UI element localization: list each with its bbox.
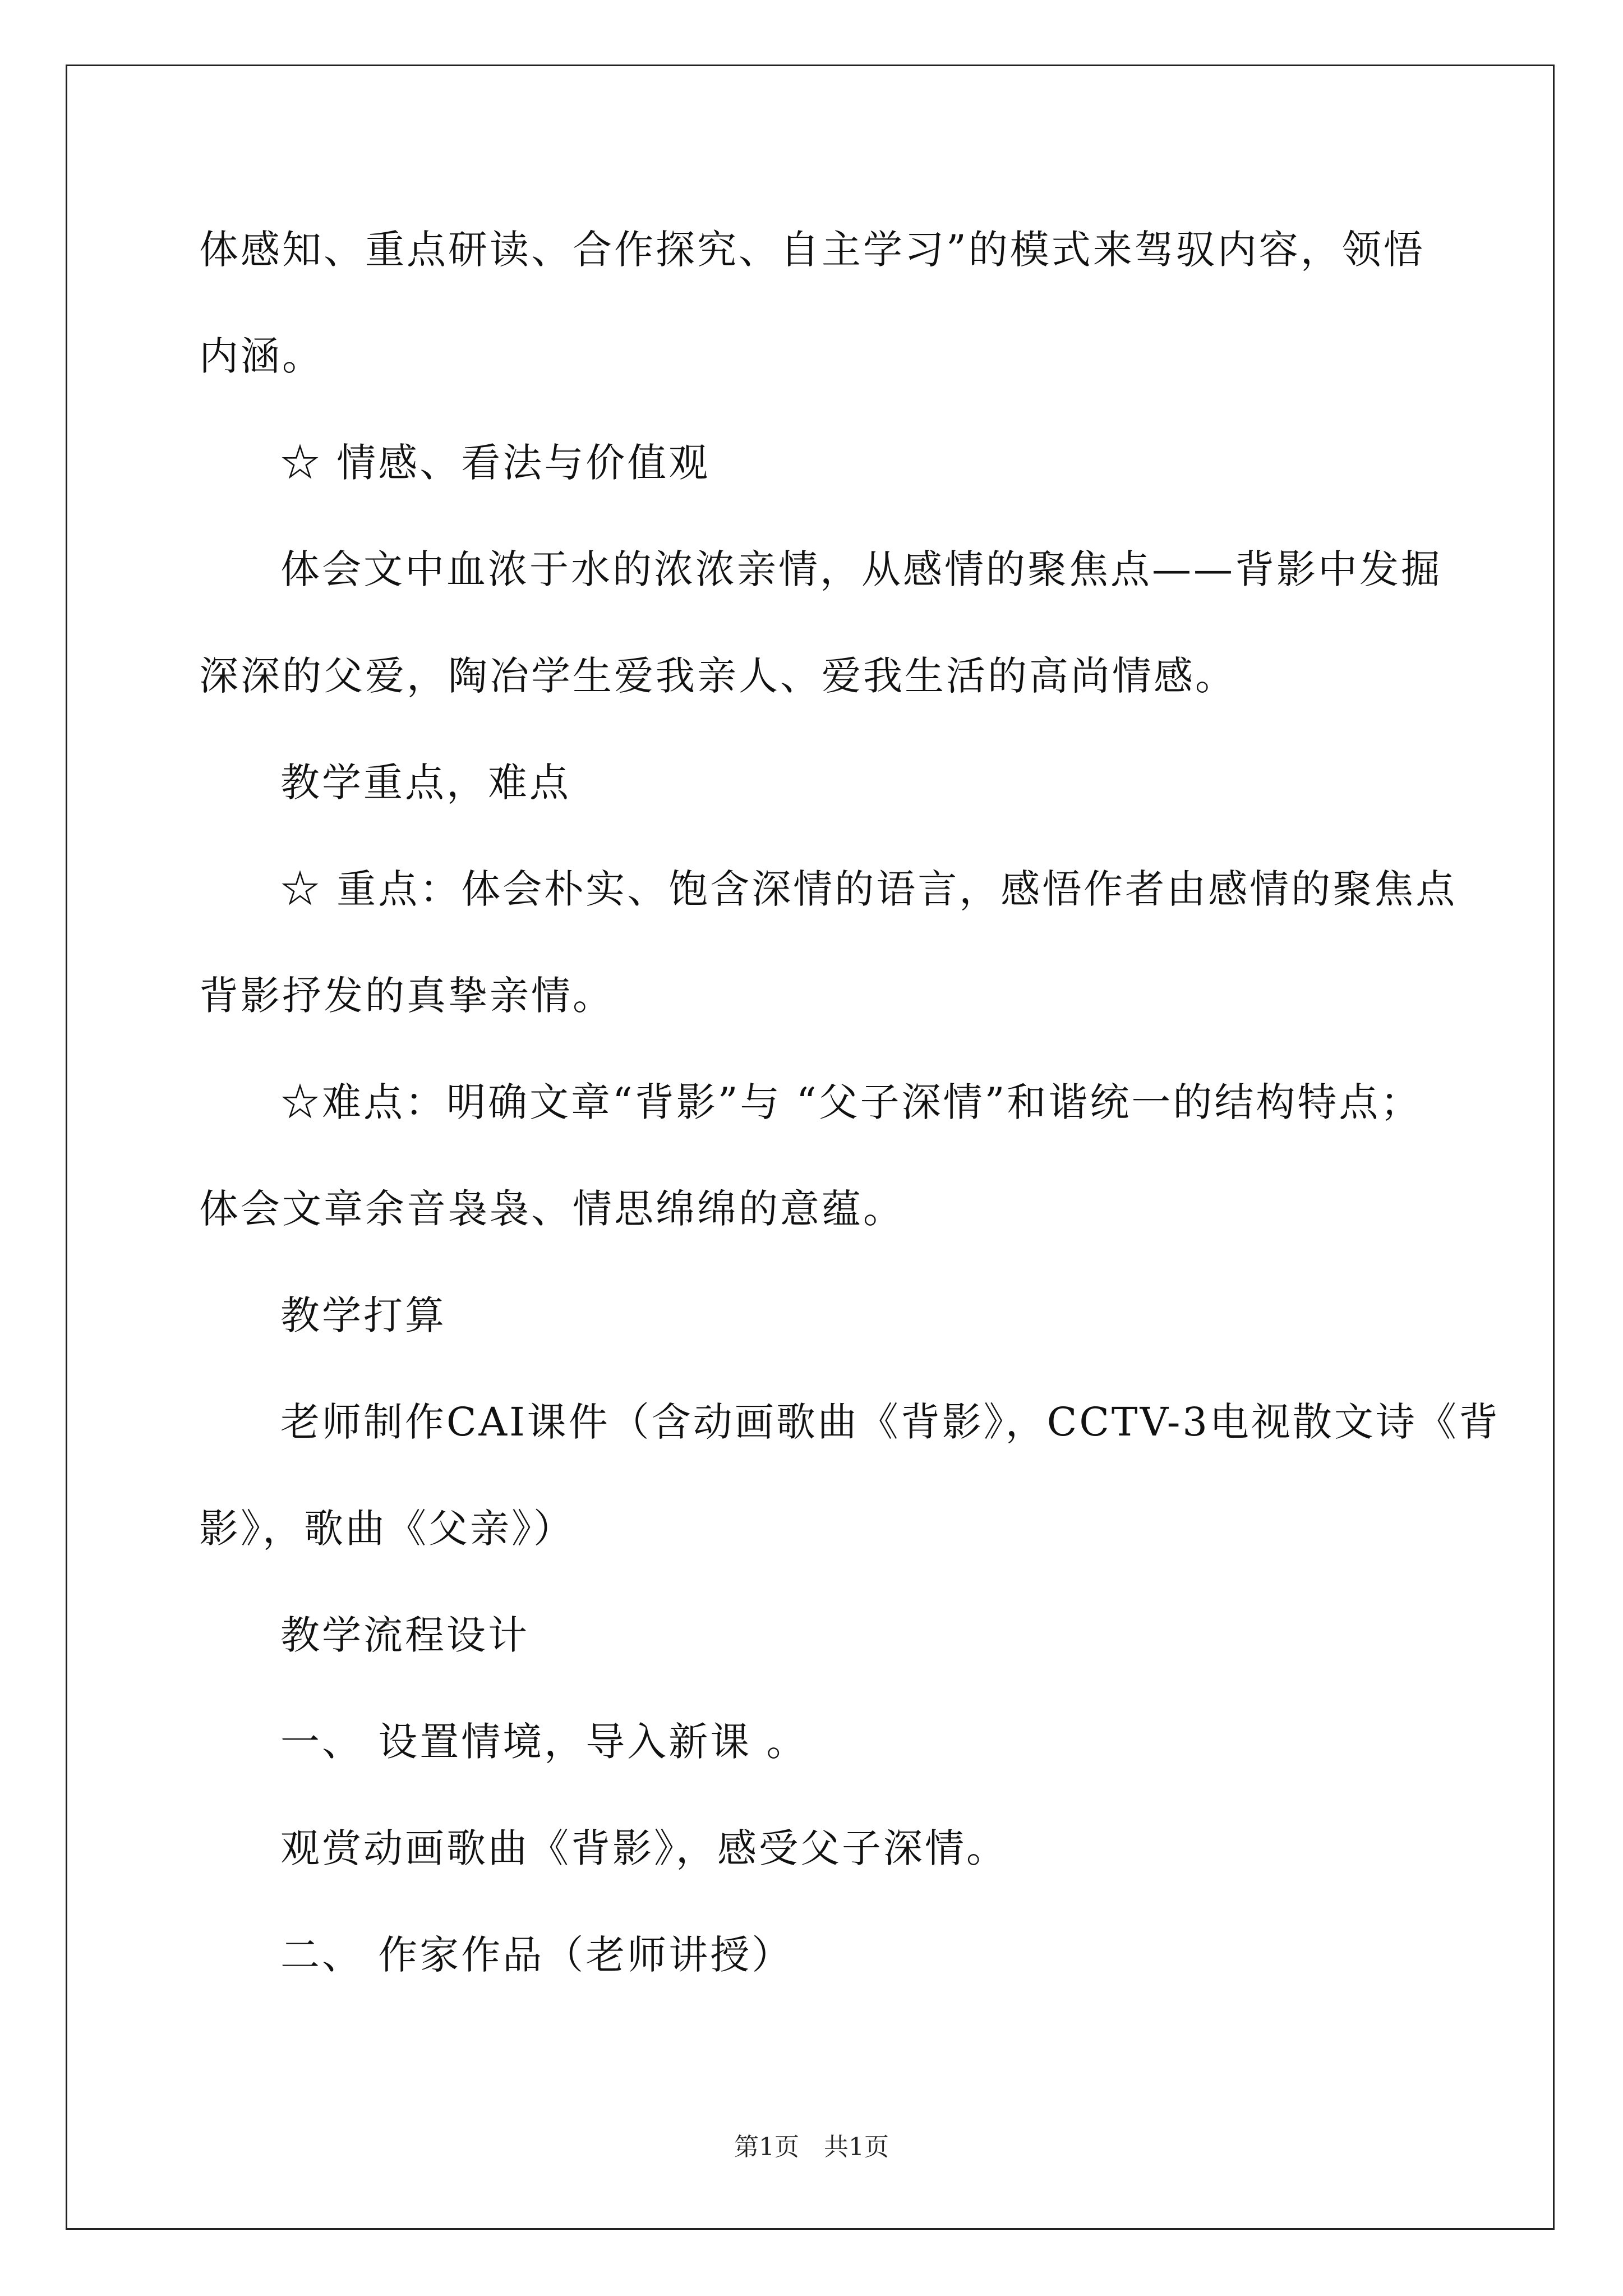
text-line-10: 体会文章余音袅袅、情思绵绵的意蕴。 xyxy=(199,1186,905,1232)
text-line-1 xyxy=(199,224,1425,275)
text-line-8: 背影抒发的真挚亲情。 xyxy=(199,973,614,1019)
text-line-9: ☆难点：明确文章“背影”与 “父子深情”和谐统一的结构特点； xyxy=(280,1079,1422,1125)
step-two-heading: 二、 作家作品（老师讲授） xyxy=(280,1932,794,1978)
page-footer: 第1页 共1页 xyxy=(734,2133,889,2161)
section-heading-key-points: 教学重点，难点 xyxy=(280,760,571,806)
section-heading-values: ☆ 情感、看法与价值观 xyxy=(280,440,711,486)
text-line-5: 深深的父爱，陶冶学生爱我亲人、爱我生活的高尚情感。 xyxy=(199,653,1237,699)
text-line-4: 体会文中血浓于水的浓浓亲情，从感情的聚焦点——背影中发掘 xyxy=(280,546,1442,592)
text-line-12: 老师制作CAI课件（含动画歌曲《背影》，CCTV-3电视散文诗《背 xyxy=(280,1399,1500,1445)
text-line-2: 内涵。 xyxy=(199,333,324,379)
text-line-13: 影》，歌曲《父亲》） xyxy=(199,1506,575,1552)
text-line-16: 观赏动画歌曲《背影》，感受父子深情。 xyxy=(280,1825,1008,1871)
page-border xyxy=(66,65,1555,2230)
text-line-7: ☆ 重点：体会朴实、饱含深情的语言，感悟作者由感情的聚焦点 xyxy=(280,866,1458,912)
section-heading-preparation: 教学打算 xyxy=(280,1292,446,1338)
section-heading-process: 教学流程设计 xyxy=(280,1612,529,1658)
text-line-1-content: 体感知、重点研读、合作探究、自主学习”的模式来驾驭内容，领悟 xyxy=(199,227,1425,273)
step-one-heading: 一、 设置情境，导入新课 。 xyxy=(280,1719,808,1765)
